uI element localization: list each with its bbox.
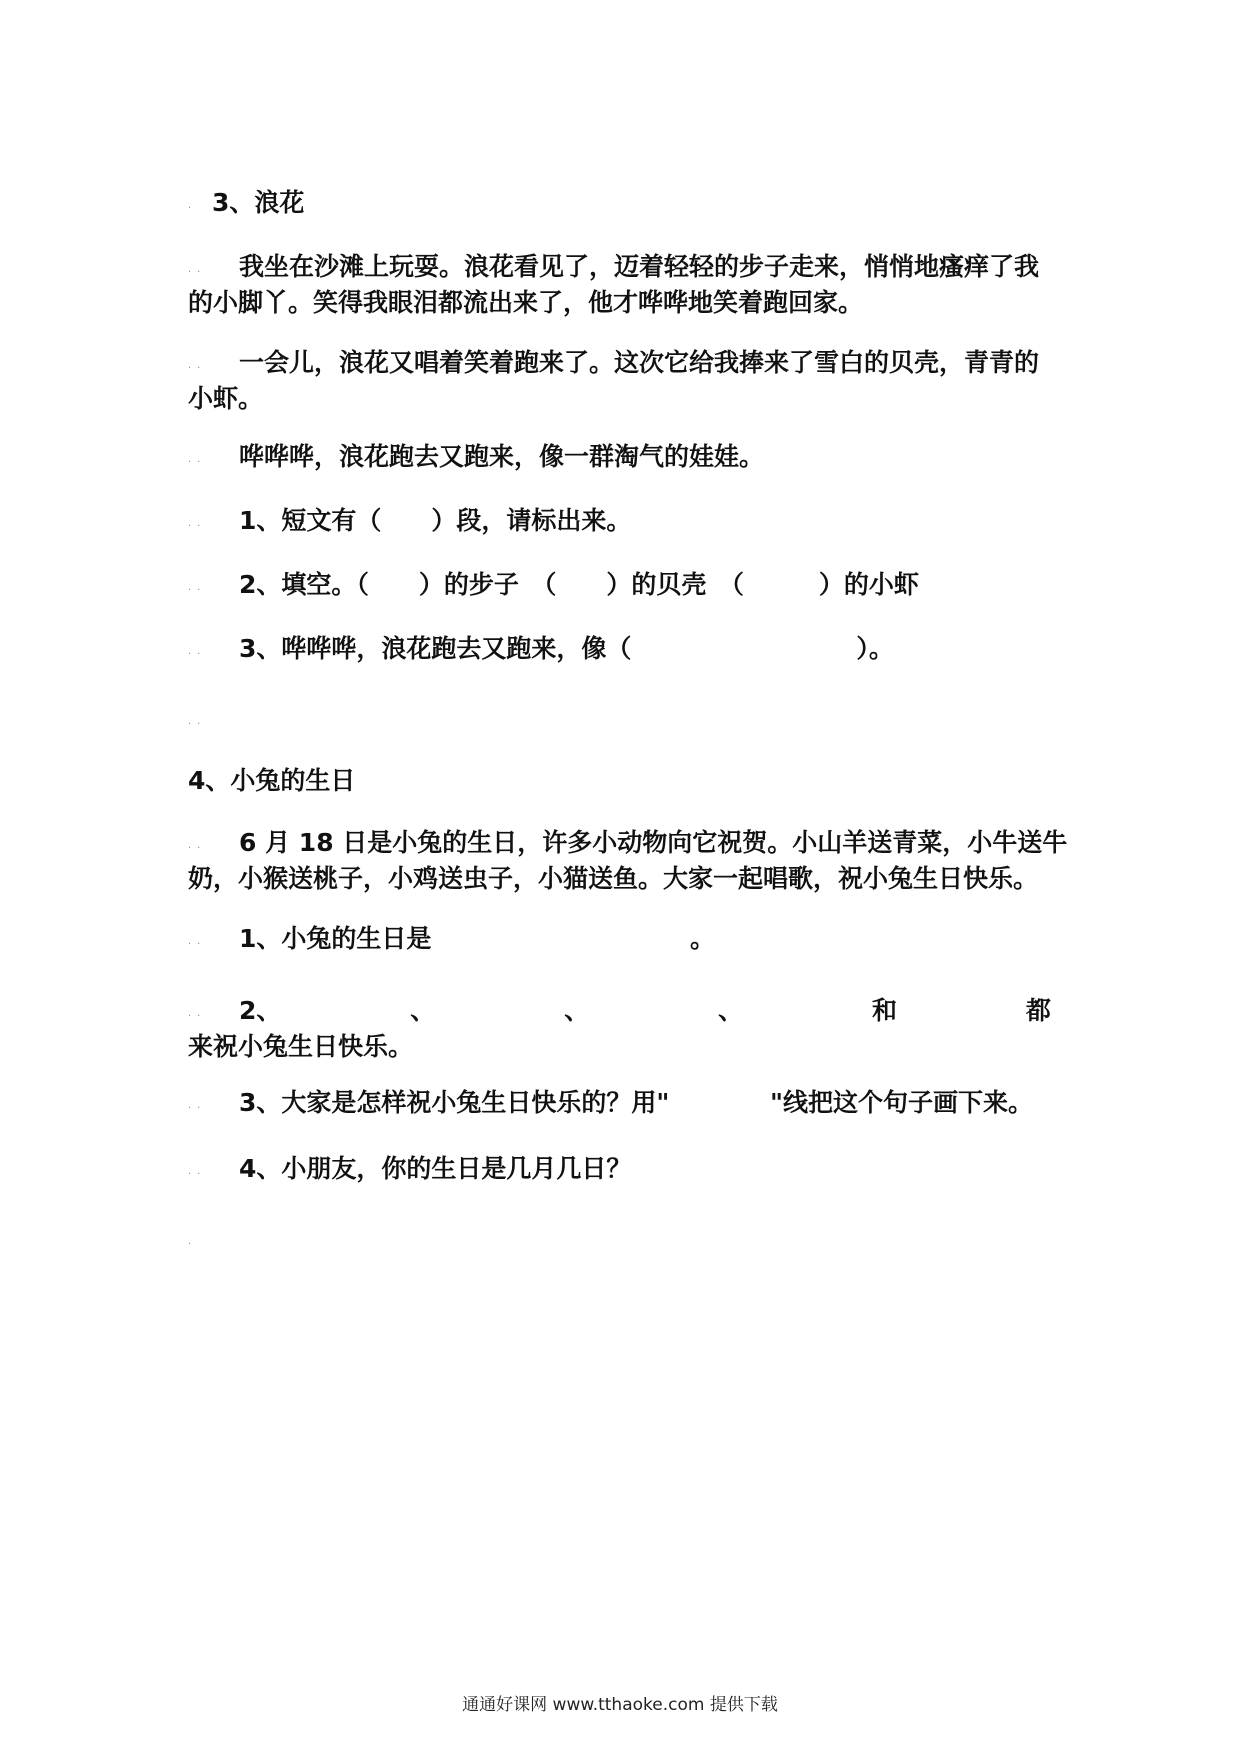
section-3-question-3: 3、哗哗哗，浪花跑去又跑来，像（ ）。 xyxy=(239,634,894,663)
section-4-title: 4、小兔的生日 xyxy=(188,766,356,795)
section-3-paragraph-1-line-1: 我坐在沙滩上玩耍。浪花看见了，迈着轻轻的步子走来，悄悄地瘙痒了我 xyxy=(239,252,1040,281)
section-3-title: 3、浪花 xyxy=(212,188,305,217)
margin-mark: . xyxy=(188,1236,198,1247)
section-4-question-3-prompt: 3、大家是怎样祝小兔生日快乐的？用" xyxy=(239,1088,670,1117)
q2-part-comma-2: 、 xyxy=(564,996,590,1025)
section-3-paragraph-2-line-2: 小虾。 xyxy=(188,384,264,413)
q2-part-number: 2、 xyxy=(239,996,282,1025)
section-3-question-2: 2、填空。（ ）的步子 （ ）的贝壳 （ ）的小虾 xyxy=(239,570,919,599)
margin-mark: .. xyxy=(188,582,207,593)
margin-mark: .. xyxy=(188,936,207,947)
margin-mark: .. xyxy=(188,1008,207,1019)
margin-mark: .. xyxy=(188,518,207,529)
section-3-paragraph-2-line-1: 一会儿，浪花又唱着笑着跑来了。这次它给我捧来了雪白的贝壳，青青的 xyxy=(239,348,1040,377)
q2-part-comma-3: 、 xyxy=(718,996,744,1025)
margin-mark: . xyxy=(188,200,198,211)
margin-mark: .. xyxy=(188,646,207,657)
section-4-question-2-line-1 xyxy=(239,994,1051,1028)
margin-mark: .. xyxy=(188,1166,207,1177)
margin-mark: .. xyxy=(188,264,207,275)
section-4-question-1-end: 。 xyxy=(690,924,716,953)
section-4-question-2-line-2: 来祝小兔生日快乐。 xyxy=(188,1032,414,1061)
margin-mark: .. xyxy=(188,1100,207,1111)
section-4-paragraph-line-1: 6 月 18 日是小兔的生日，许多小动物向它祝贺。小山羊送青菜，小牛送牛 xyxy=(239,828,1068,857)
section-3-paragraph-1-line-2: 的小脚丫。笑得我眼泪都流出来了，他才哗哗地笑着跑回家。 xyxy=(188,288,864,317)
q2-part-all: 都 xyxy=(1025,996,1051,1025)
q2-part-and: 和 xyxy=(872,996,898,1025)
section-4-question-4: 4、小朋友，你的生日是几月几日？ xyxy=(239,1154,632,1183)
section-4-question-1-prompt: 1、小兔的生日是 xyxy=(239,924,432,953)
margin-mark: .. xyxy=(188,716,207,727)
section-4-paragraph-line-2: 奶，小猴送桃子，小鸡送虫子，小猫送鱼。大家一起唱歌，祝小兔生日快乐。 xyxy=(188,864,1039,893)
q2-part-comma-1: 、 xyxy=(410,996,436,1025)
section-4-question-3-end: "线把这个句子画下来。 xyxy=(770,1088,1034,1117)
section-3-question-1: 1、短文有（ ）段，请标出来。 xyxy=(239,506,632,535)
section-3-paragraph-3: 哗哗哗，浪花跑去又跑来，像一群淘气的娃娃。 xyxy=(239,442,765,471)
margin-mark: .. xyxy=(188,360,207,371)
footer-credit: 通通好课网 www.tthaoke.com 提供下载 xyxy=(462,1695,778,1715)
margin-mark: .. xyxy=(188,840,207,851)
margin-mark: .. xyxy=(188,454,207,465)
